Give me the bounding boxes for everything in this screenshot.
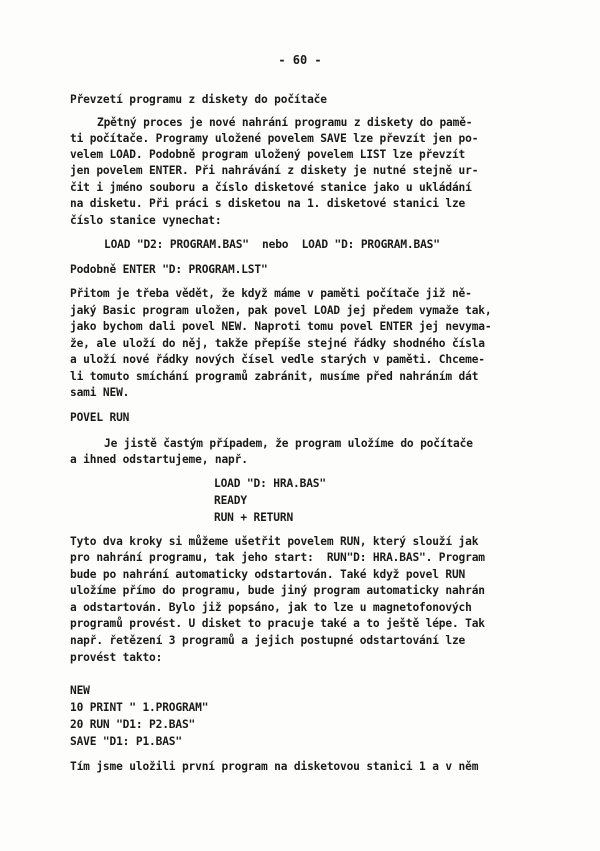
paragraph-line: že, ale uloží do něj, takže přepíše stejné řádky shodného čísla — [70, 337, 485, 350]
paragraph-line: a ihned odstartujeme, např. — [70, 453, 248, 466]
paragraph-line: bude po nahrání automaticky odstartován. Také když povel RUN — [70, 568, 466, 581]
code-example-load: LOAD "D2: PROGRAM.BAS" nebo LOAD "D: PROGRAM.BAS" — [104, 238, 440, 251]
paragraph-line: např. řetězení 3 programů a jejich postupné odstartování lze — [70, 634, 466, 647]
code-line: 10 PRINT " 1.PROGRAM" — [70, 701, 209, 714]
paragraph-line: ti počítače. Programy uložené povelem SAVE lze převzít jen po- — [70, 132, 479, 145]
paragraph-line: jako bychom dali povel NEW. Naproti tomu povel ENTER jej nevyma- — [70, 320, 492, 333]
paragraph-line: a odstartován. Bylo již popsáno, jak to lze u magnetofonových — [70, 601, 472, 614]
paragraph-line: a uloží nové řádky nových čísel vedle starých v paměti. Chceme- — [70, 353, 485, 366]
code-line: READY — [214, 494, 247, 507]
paragraph-line: Je jistě častým případem, že program uložíme do počítače — [104, 437, 473, 450]
paragraph-line: pro nahrání programu, tak jeho start: RUN"D: HRA.BAS". Program — [70, 551, 485, 564]
code-line: 20 RUN "D1: P2.BAS" — [70, 718, 196, 731]
paragraph-line: Tyto dva kroky si můžeme ušetřit povelem RUN, který slouží jak — [70, 535, 479, 548]
paragraph-line: sami NEW. — [70, 386, 130, 399]
paragraph-line: jen povelem ENTER. Při nahrávání z diskety je nutné stejně ur- — [70, 164, 479, 177]
paragraph-line: velem LOAD. Podobně program uložený povelem LIST lze převzít — [70, 148, 466, 161]
section-heading-transfer: Převzetí programu z diskety do počítače — [70, 93, 327, 106]
paragraph-line: čit i jméno souboru a číslo disketové stanice jako u ukládání — [70, 181, 472, 194]
code-line: RUN + RETURN — [214, 511, 294, 524]
code-example-enter: Podobně ENTER "D: PROGRAM.LST" — [70, 263, 268, 276]
paragraph-line: jaký Basic program uložen, pak povel LOAD jej předem vymaže tak, — [70, 304, 492, 317]
paragraph-line: programů provést. U disket to pracuje také a to ještě lépe. Tak — [70, 617, 485, 630]
code-line: NEW — [70, 684, 90, 697]
paragraph-line: uložíme přímo do programu, bude jiný program automaticky nahrán — [70, 584, 485, 597]
code-line: LOAD "D: HRA.BAS" — [214, 477, 326, 490]
paragraph-line: Přitom je třeba vědět, že když máme v paměti počítače již ně- — [70, 287, 472, 300]
paragraph-line: číslo stanice vynechat: — [70, 214, 222, 227]
paragraph-line: li tomuto smíchání programů zabránit, musíme před nahráním dát — [70, 370, 479, 383]
section-heading-run: POVEL RUN — [70, 411, 130, 424]
paragraph-line: Tím jsme uložili první program na disketovou stanici 1 a v něm — [70, 760, 479, 773]
paragraph-line: provést takto: — [70, 651, 163, 664]
paragraph-line: na disketu. Při práci s disketou na 1. disketové stanici lze — [70, 197, 466, 210]
page-number: - 60 - — [278, 53, 322, 67]
paragraph-line: Zpětný proces je nové nahrání programu z diskety do pamě- — [97, 116, 473, 129]
code-line: SAVE "D1: P1.BAS" — [70, 735, 182, 748]
